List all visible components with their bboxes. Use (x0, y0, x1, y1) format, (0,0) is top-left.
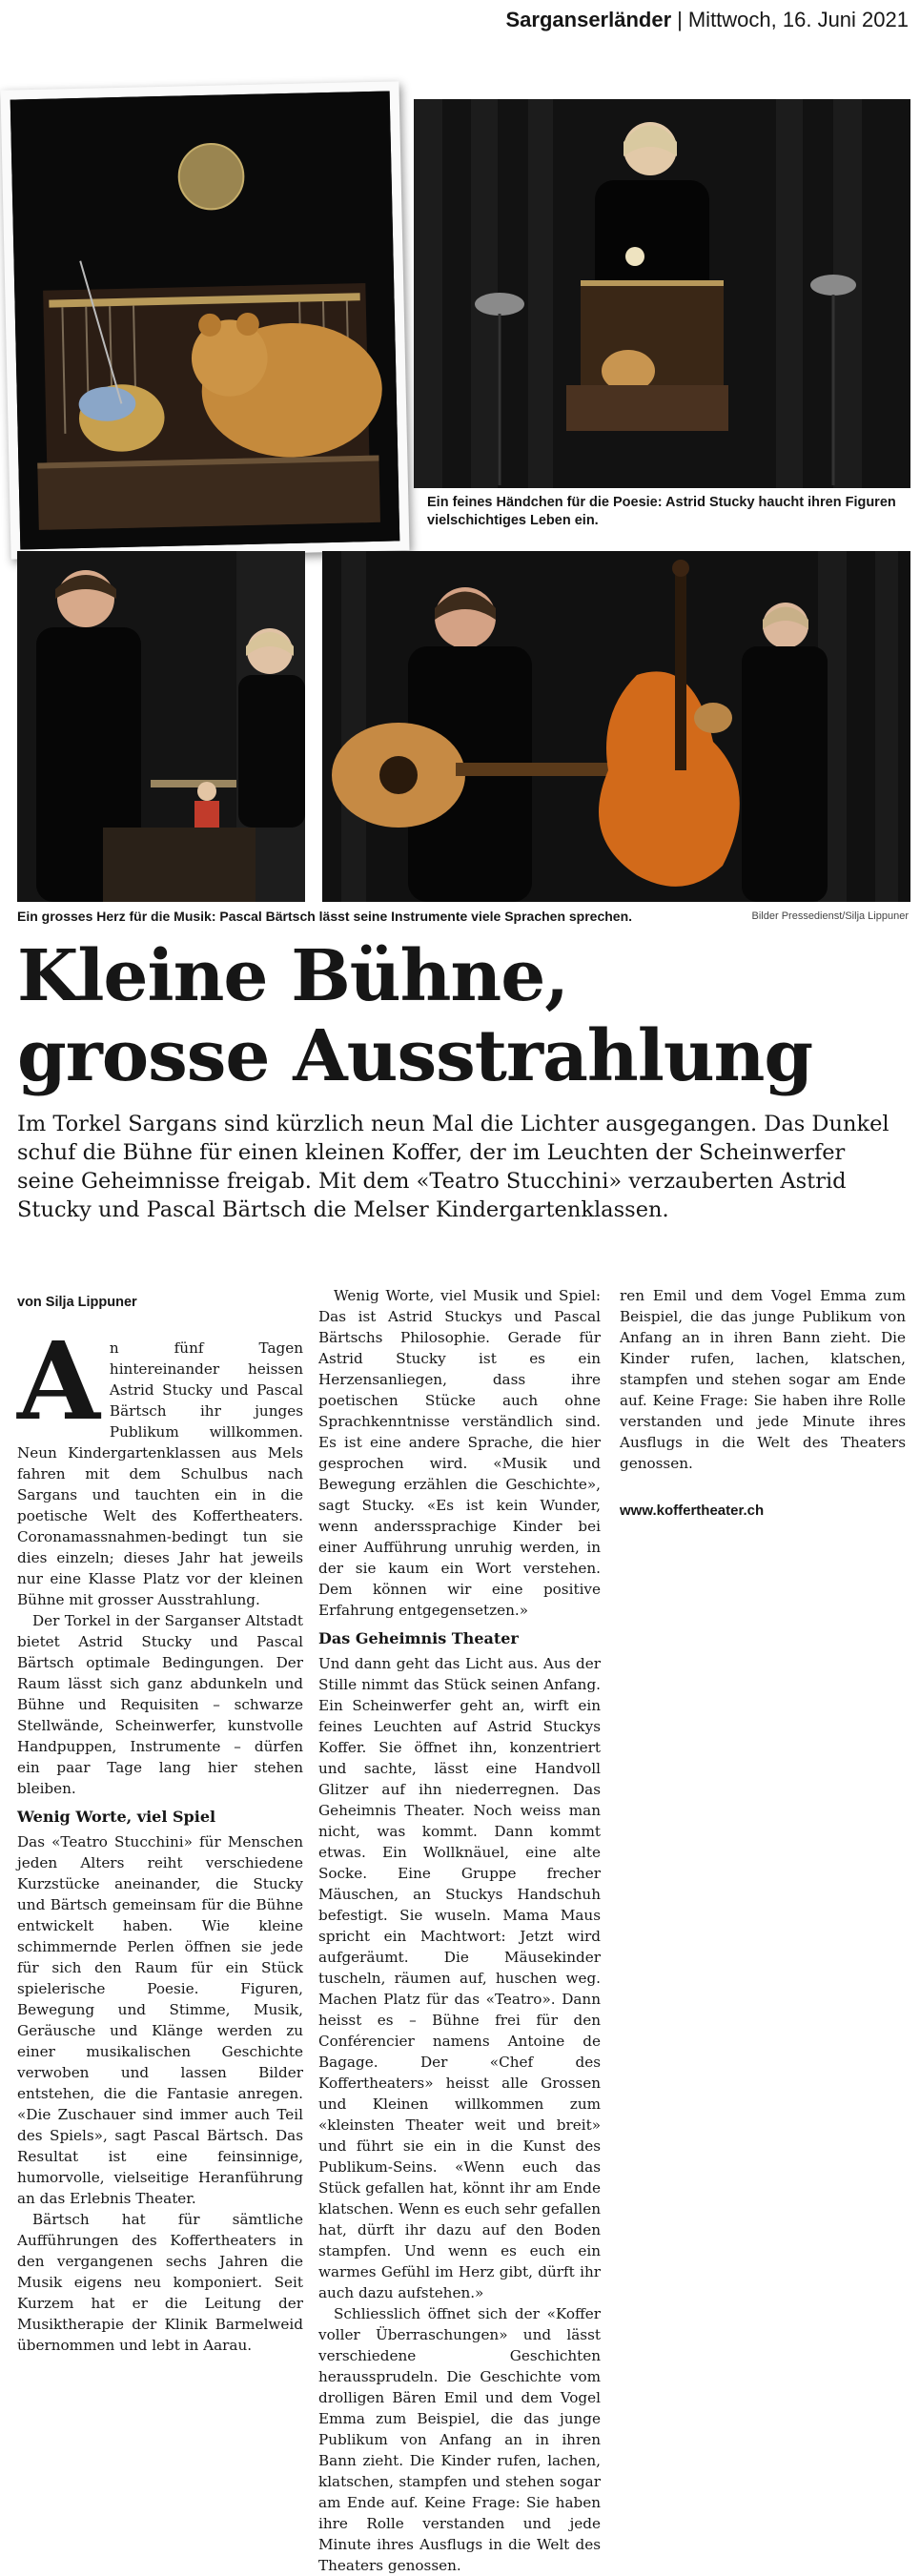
subheading: Wenig Worte, viel Spiel (17, 1808, 216, 1826)
paragraph-intro (17, 1319, 303, 1610)
photo-caption-top: Ein feines Händchen für die Poesie: Astrid Stucky haucht ihren Figuren vielschichtiges Leben ein. (427, 495, 896, 528)
photo-bear-bird-polaroid (0, 81, 409, 559)
drop-cap: A (17, 1319, 100, 1444)
photo-astrid-suitcase (414, 99, 910, 488)
text-column-1 (17, 1292, 303, 2356)
paragraph: Das «Teatro Stucchini» für Menschen jeden Alters reiht verschiedene Kurzstücke aneinander, die Stucky und Bärtsch gemeinsam für die Bühne entwickelt haben. Wie kleine schimmernde Perlen öffnen sie jede für sich den Raum für ein Stück spielerische Poesie. Figuren, Bewegung und Stimme, Musik, Geräusche und Klänge werden zu einer musikalischen Geschichte verwoben und lassen Bilder entstehen, die die Fantasie anregen. «Die Zuschauer sind immer auch Teil des Spiels», sagt Pascal Bärtsch. Das Resultat ist eine feinsinnige, humorvolle, vielseitige Heranführung an das Erlebnis Theater. (17, 1833, 303, 2207)
paragraph-intro-text: n fünf Tagen hintereinander heissen Astrid Stucky und Pascal Bärtsch ihr junges Publikum willkommen. Neun Kindergartenklassen aus Mels fahren mit dem Schulbus nach Sargans und tauchten ein in die poetische Welt des Koffertheaters. Coronamassnahmen-bedingt tun sie dies einzeln; dieses Jahr hat jeweils nur eine Klasse Platz vor der kleinen Bühne mit grosser Ausstrahlung. (17, 1339, 303, 1608)
headline-line-2: grosse Ausstrahlung (17, 1015, 813, 1097)
photo-guitar-bass (322, 551, 910, 902)
article-headline (17, 936, 904, 1096)
paragraph-continued: ren Emil und dem Vogel Emma zum Beispiel, die das junge Publikum von Anfang an in ihren Bann zieht. Die Kinder rufen, lachen, klatschen, stampfen und stehen sogar am Ende auf. Keine Frage: Sie haben ihre Rolle verstanden und jede Minute ihres Ausflugs in die Welt des Theaters genossen. (620, 1287, 906, 1472)
photo-credit: Bilder Pressedienst/Silja Lippuner (751, 910, 909, 922)
website-link[interactable]: www.koffertheater.ch (620, 1503, 765, 1519)
article-lead: Im Torkel Sargans sind kürzlich neun Mal die Lichter ausgegangen. Das Dunkel schuf die Bühne für einen kleinen Koffer, der im Leuchten der Scheinwerfer seine Geheimnisse freigab. Mit dem «Teatro Stucchini» verzauberten Astrid Stucky und Pascal Bärtsch die Melser Kindergartenklassen. (17, 1112, 889, 1222)
photo-bear-bird (10, 92, 400, 550)
masthead (506, 8, 910, 32)
paragraph: Bärtsch hat für sämtliche Aufführungen des Koffertheaters in den vergangenen sechs Jahren die Musik eigens neu komponiert. Seit Kurzem hat er die Leitung der Musiktherapie der Klinik Barmelweid übernommen und lebt in Aarau. (17, 2211, 303, 2354)
paragraph: Und dann geht das Licht aus. Aus der Stille nimmt das Stück seinen Anfang. Ein Scheinwerfer geht an, wirft ein feines Leuchten auf Astrid Stuckys Koffer. Sie öffnet ihn, konzentriert und sachte, lässt eine Handvoll Glitzer auf ihn niederregnen. Das Geheimnis Theater. Noch weiss man nicht, was kommt. Dann kommt etwas. Ein Wollknäuel, eine alte Socke. Eine Gruppe frecher Mäuschen, an Stuckys Handschuh befestigt. Sie wuseln. Mama Maus spricht ein Machtwort: Jetzt wird aufgeräumt. Die Mäusekinder tuscheln, räumen auf, huschen weg. Machen Platz für das «Teatro». Dann heisst es – Bühne frei für den Conférencier namens Antoine de Bagage. Der «Chef des Koffertheaters» heisst alle Grossen und Kleinen willkommen zum «kleinsten Theater weit und breit» und führt sie ein in die Kunst des Publikum-Seins. «Wenn euch das Stück gefallen hat, könnt ihr am Ende klatschen. Wenn es euch sehr gefallen hat, dürft ihr dazu auf den Boden stampfen. Und wenn es euch ein warmes Gefühl im Herz gibt, dürft ihr auch dazu aufstehen.» (318, 1655, 601, 2301)
paragraph: Der Torkel in der Sarganser Altstadt bietet Astrid Stucky und Pascal Bärtsch optimale Bedingungen. Der Raum lässt sich ganz abdunkeln und Bühne und Requisiten – schwarze Stellwände, Scheinwerfer, kunstvolle Handpuppen, Instrumente – dürfen ein paar Tage lang hier stehen bleiben. (17, 1612, 303, 1797)
text-column-3 (620, 1285, 906, 1522)
paragraph: Schliesslich öffnet sich der «Koffer voller Überraschungen» und lässt verschiedene Geschichten heraussprudeln. Die Geschichte vom drolligen Bären Emil und dem Vogel Emma zum Beispiel, die das junge Publikum von Anfang an in ihren Bann zieht. Die Kinder rufen, lachen, klatschen, stampfen und stehen sogar am Ende auf. Keine Frage: Sie haben ihre Rolle verstanden und jede Minute ihres Ausflugs in die Welt des Theaters genossen. (318, 2305, 601, 2574)
byline: von Silja Lippuner (17, 1295, 137, 1310)
photo-caption-bottom: Ein grosses Herz für die Musik: Pascal Bärtsch lässt seine Instrumente viele Sprachen sprechen. (17, 909, 633, 924)
subheading: Das Geheimnis Theater (318, 1629, 519, 1647)
paragraph: Wenig Worte, viel Musik und Spiel: Das ist Astrid Stuckys und Pascal Bärtschs Philosophie. Gerade für Astrid Stucky ist es ein Herzensanliegen, dass ihre poetischen Stücke auch ohne Sprachkenntnisse verständlich sind. Es ist eine andere Sprache, die hier gesprochen wird. «Musik und Bewegung erzählen die Geschichte», sagt Stucky. «Es ist kein Wunder, wenn anderssprachige Kinder bei einer Aufführung unruhig werden, in der sie kaum ein Wort verstehen. Dem können wir eine positive Erfahrung entgegensetzen.» (318, 1287, 601, 1619)
headline-line-1: Kleine Bühne, (17, 935, 569, 1017)
photo-pascal-puppet (17, 551, 305, 902)
issue-date: Mittwoch, 16. Juni 2021 (687, 8, 909, 31)
text-column-2 (318, 1285, 601, 2574)
newspaper-name: Sarganserländer (505, 8, 672, 31)
masthead-divider: | (677, 8, 683, 31)
